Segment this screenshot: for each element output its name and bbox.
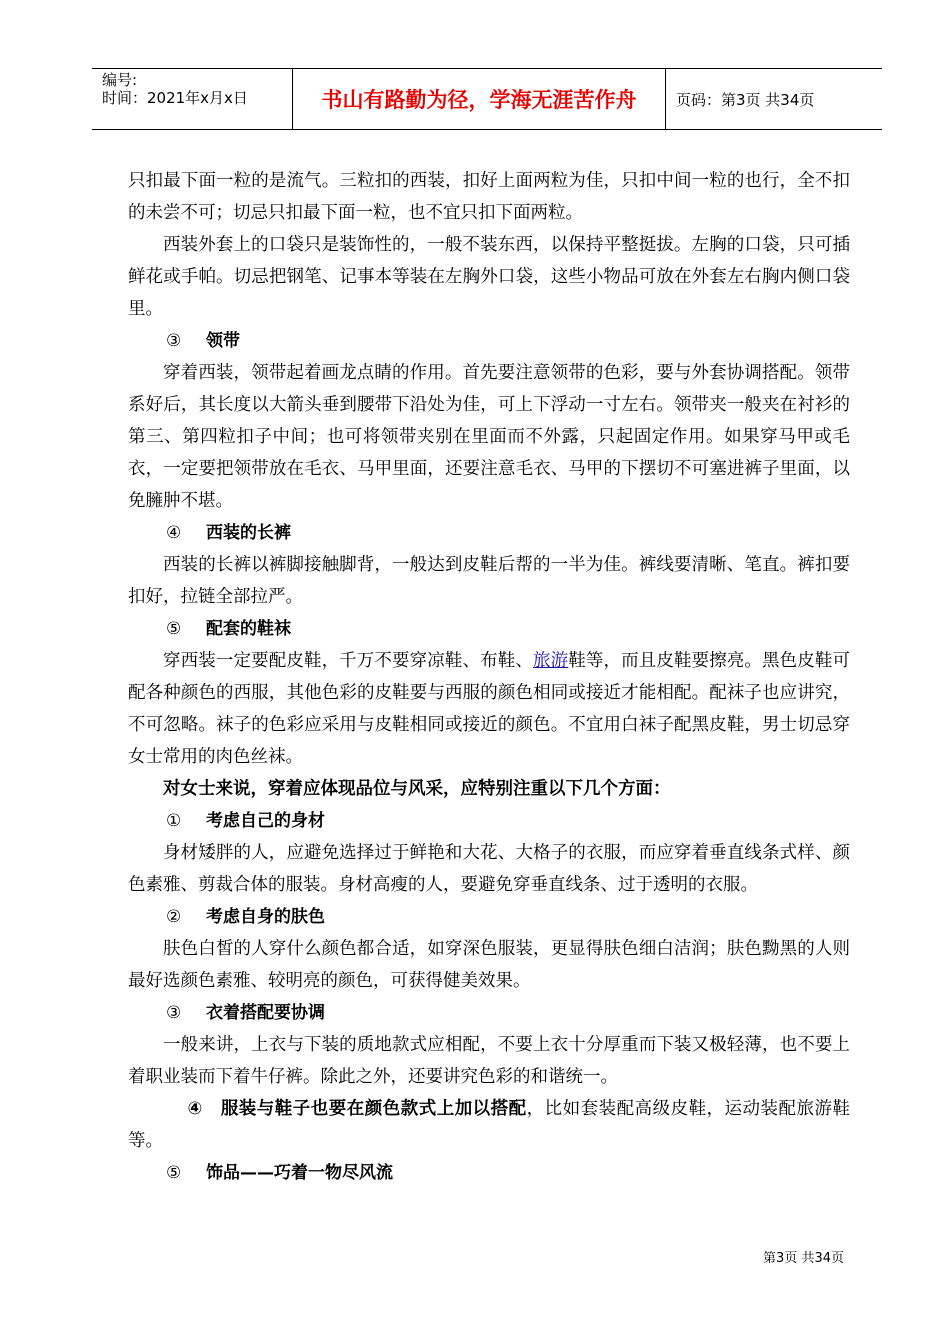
heading-number: ④ [187, 1099, 203, 1119]
paragraph-text: 穿西装一定要配皮鞋，千万不要穿凉鞋、布鞋、 [163, 651, 533, 671]
page-footer: 第3页 共34页 [763, 1251, 844, 1266]
heading-trousers [128, 517, 850, 549]
heading-shoes-socks [128, 613, 850, 645]
paragraph-bold-text: 服装与鞋子也要在颜色款式上加以搭配 [220, 1099, 527, 1119]
heading-accessories [128, 1157, 850, 1189]
heading-text: 配套的鞋袜 [206, 619, 291, 639]
heading-text: 西装的长裤 [206, 523, 291, 543]
paragraph-shoes-matching [128, 1093, 850, 1157]
travel-link[interactable]: 旅游 [533, 651, 569, 671]
heading-number: ③ [166, 331, 182, 351]
header-page-info: 页码：第3页 共34页 [676, 90, 815, 109]
heading-text: 考虑自己的身材 [206, 811, 325, 831]
paragraph-outfit-coordination: 一般来讲，上衣与下装的质地款式应相配，不要上衣十分厚重而下装又极轻薄，也不要上着职业装而下着牛仔裤。除此之外，还要讲究色彩的和谐统一。 [128, 1035, 850, 1087]
heading-text: 饰品——巧着一物尽风流 [206, 1163, 393, 1183]
heading-skin-tone [128, 901, 850, 933]
page-header [92, 68, 882, 130]
heading-number: ⑤ [166, 619, 182, 639]
heading-text: 衣着搭配要协调 [206, 1003, 325, 1023]
heading-number: ① [166, 811, 182, 831]
paragraph-suit-pockets: 西装外套上的口袋只是装饰性的，一般不装东西，以保持平整挺拔。左胸的口袋，只可插鲜花或手帕。切忌把钢笔、记事本等装在左胸外口袋，这些小物品可放在外套左右胸内侧口袋里。 [128, 235, 850, 319]
paragraph-shoes-socks [128, 645, 850, 773]
header-time-label: 时间：2021年x月x日 [102, 89, 248, 107]
paragraph-body-shape: 身材矮胖的人，应避免选择过于鲜艳和大花、大格子的衣服，而应穿着垂直线条式样、颜色素雅、剪裁合体的服装。身材高瘦的人，要避免穿垂直线条、过于透明的衣服。 [128, 843, 850, 895]
header-meta [92, 69, 293, 129]
heading-text: 领带 [206, 331, 240, 351]
heading-outfit-coordination [128, 997, 850, 1029]
heading-number: ④ [166, 523, 182, 543]
header-motto: 书山有路勤为径，学海无涯苦作舟 [293, 69, 666, 129]
heading-tie [128, 325, 850, 357]
heading-number: ② [166, 907, 182, 927]
paragraph-trousers: 西装的长裤以裤脚接触脚背，一般达到皮鞋后帮的一半为佳。裤线要清晰、笔直。裤扣要扣好，拉链全部拉严。 [128, 555, 850, 607]
women-intro: 对女士来说，穿着应体现品位与风采，应特别注重以下几个方面： [163, 779, 671, 799]
heading-body-shape [128, 805, 850, 837]
heading-number: ③ [166, 1003, 182, 1023]
heading-text: 考虑自身的肤色 [206, 907, 325, 927]
paragraph-suit-buttons: 只扣最下面一粒的是流气。三粒扣的西装，扣好上面两粒为佳，只扣中间一粒的也行，全不扣的未尝不可；切忌只扣最下面一粒，也不宜只扣下面两粒。 [128, 171, 850, 223]
heading-number: ⑤ [166, 1163, 182, 1183]
paragraph-text: 鞋等，而且皮鞋要擦亮。黑色皮鞋可配各种颜色的西服，其他色彩的皮鞋要与西服的颜色相同或接近才能相配。配袜子也应讲究，不可忽略。袜子的色彩应采用与皮鞋相同或接近的颜色。不宜用白袜子配黑皮鞋，男士切忌穿女士常用的肉色丝袜。 [128, 651, 851, 767]
header-number-label: 编号: [102, 71, 138, 89]
document-body [128, 165, 850, 1189]
paragraph-text: ，比如套装配高级皮鞋，运动装配旅游鞋等。 [128, 1099, 850, 1151]
paragraph-skin-tone: 肤色白皙的人穿什么颜色都合适，如穿深色服装，更显得肤色细白洁润；肤色黝黑的人则最好选颜色素雅、较明亮的颜色，可获得健美效果。 [128, 939, 850, 991]
paragraph-tie: 穿着西装，领带起着画龙点睛的作用。首先要注意领带的色彩，要与外套协调搭配。领带系好后，其长度以大箭头垂到腰带下沿处为佳，可上下浮动一寸左右。领带夹一般夹在衬衫的第三、第四粒扣子中间；也可将领带夹别在里面而不外露，只起固定作用。如果穿马甲或毛衣，一定要把领带放在毛衣、马甲里面，还要注意毛衣、马甲的下摆切不可塞进裤子里面，以免臃肿不堪。 [128, 363, 850, 511]
